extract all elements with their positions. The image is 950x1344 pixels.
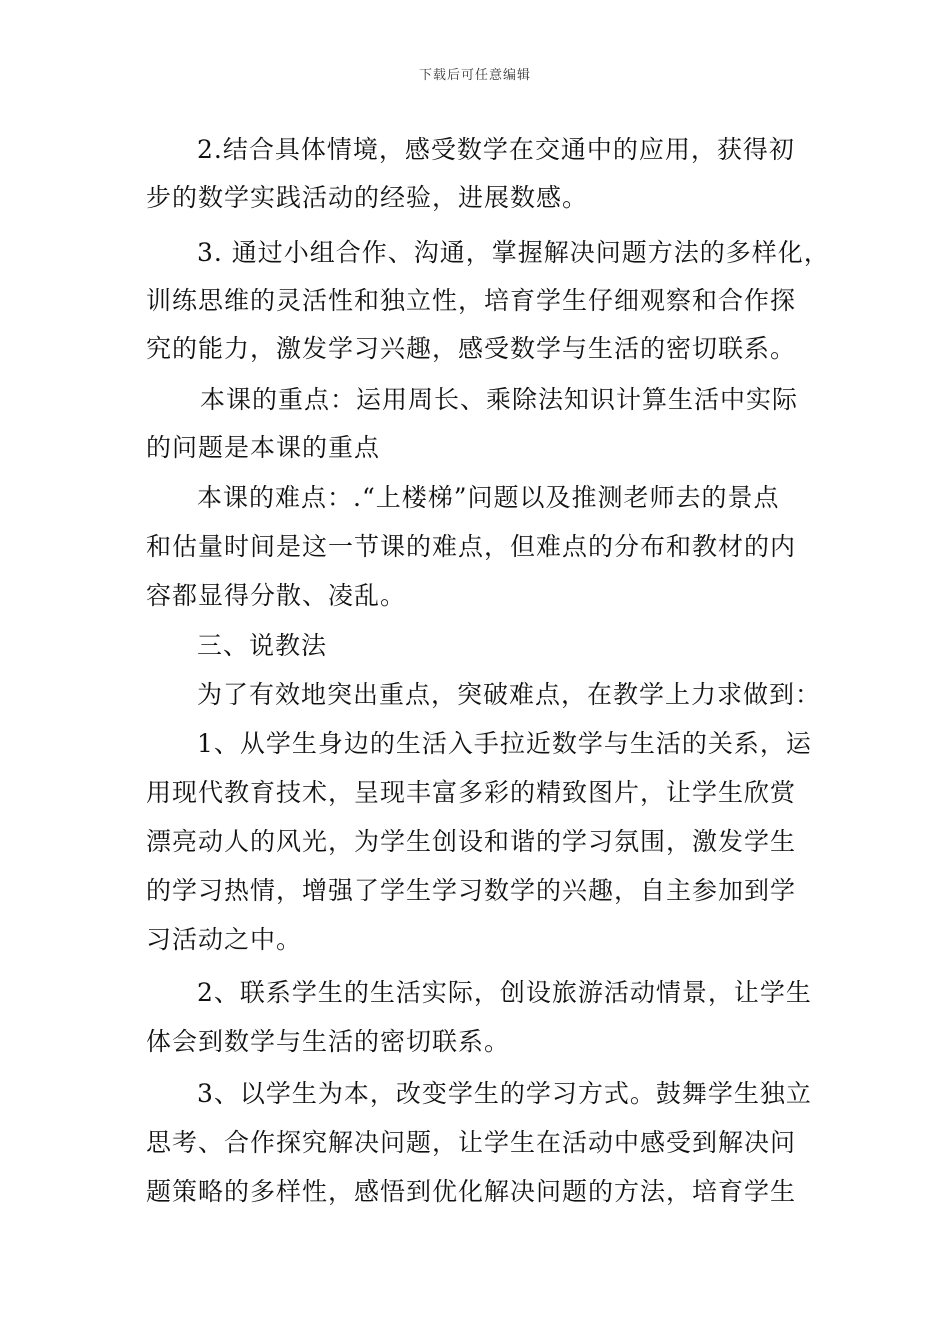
text-line: 的学习热情，增强了学生学习数学的兴趣，自主参加到学 <box>146 876 797 905</box>
section-heading: 三、说教法 <box>197 631 328 660</box>
text-line: 本课的重点：运用周长、乘除法知识计算生活中实际 <box>200 385 799 414</box>
text-line: 为了有效地突出重点，突破难点，在教学上力求做到： <box>197 680 822 709</box>
text-line: 2.结合具体情境，感受数学在交通中的应用，获得初 <box>197 135 795 164</box>
text-line: 容都显得分散、凌乱。 <box>146 581 407 610</box>
text-line: 用现代教育技术，呈现丰富多彩的精致图片，让学生欣赏 <box>146 778 797 807</box>
text-line: 习活动之中。 <box>146 925 303 954</box>
text-line: 本课的难点：.“上楼梯”问题以及推测老师去的景点 <box>197 483 780 512</box>
text-line: 和估量时间是这一节课的难点，但难点的分布和教材的内 <box>146 532 797 561</box>
page-header: 下载后可任意编辑 <box>418 68 531 83</box>
text-line: 2、联系学生的生活实际，创设旅游活动情景，让学生 <box>197 978 812 1007</box>
text-line: 3、以学生为本，改变学生的学习方式。鼓舞学生独立 <box>197 1079 812 1108</box>
text-line: 训练思维的灵活性和独立性，培育学生仔细观察和合作探 <box>146 286 797 315</box>
text-line: 3. 通过小组合作、沟通，掌握解决问题方法的多样化， <box>197 238 830 267</box>
text-line: 究的能力，激发学习兴趣，感受数学与生活的密切联系。 <box>146 334 797 363</box>
text-line: 思考、合作探究解决问题，让学生在活动中感受到解决问 <box>146 1128 797 1157</box>
text-line: 漂亮动人的风光，为学生创设和谐的学习氛围，激发学生 <box>146 827 797 856</box>
text-line: 体会到数学与生活的密切联系。 <box>146 1027 511 1056</box>
text-line: 的问题是本课的重点 <box>146 433 381 462</box>
text-line: 1、从学生身边的生活入手拉近数学与生活的关系，运 <box>197 729 812 758</box>
text-line: 题策略的多样性，感悟到优化解决问题的方法，培育学生 <box>146 1177 797 1206</box>
text-line: 步的数学实践活动的经验，进展数感。 <box>146 183 589 212</box>
